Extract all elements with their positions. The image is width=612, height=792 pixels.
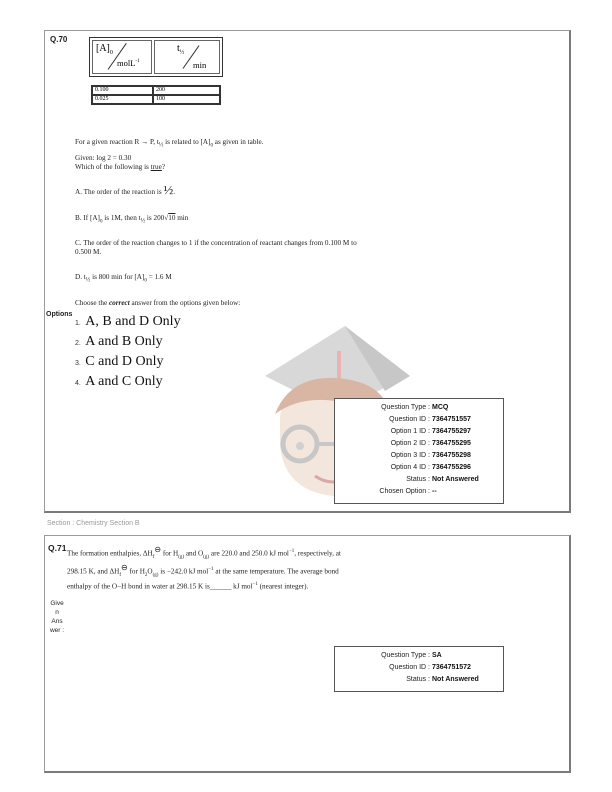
header-conc-unit-exp: -1 — [135, 59, 140, 65]
option-text: A and C Only — [85, 374, 163, 389]
option-2[interactable] — [75, 332, 163, 350]
header-time-unit: min — [193, 60, 207, 70]
info-row: Question Type : SA — [381, 652, 442, 659]
question-line-2: 298.15 K, and $\Delta H_f^⊖$ for $H_2O_{(g)}$ is −242.0 kJ mol$^{-1}$ at the same temperature. The average bond — [67, 563, 339, 578]
option-text: A and B Only — [85, 334, 163, 349]
info-row: Option 2 ID : 7364755295 — [390, 440, 471, 447]
option-4[interactable] — [75, 372, 163, 390]
header-cell-concentration — [92, 40, 152, 74]
question-line-3: enthalpy of the O−H bond in water at 298.15 K is______ kJ mol$^{-1}$ (nearest integer). — [67, 582, 309, 591]
table-cell-time: 100 — [153, 95, 220, 104]
info-row: Option 3 ID : 7364755298 — [390, 452, 471, 459]
info-row: Question ID : 7364751572 — [389, 664, 471, 671]
question-line-1: The formation enthalpies, $\Delta H_f^⊖$ for $H_{(g)}$ and $O_{(g)}$ are 220.0 and 250.0 kJ mol$^{-1}$, respectively, at — [67, 545, 341, 560]
table-cell-conc: 0.100 — [92, 86, 153, 95]
question-intro: For a given reaction R → P, $t_{\frac{1}{2}}$ is related to $[A]_0$ as given in table. — [75, 138, 264, 149]
info-row: Question Type : MCQ — [381, 404, 449, 411]
info-row: Option 1 ID : 7364755297 — [390, 428, 471, 435]
option-3[interactable] — [75, 352, 163, 370]
question-number: Q.71 — [48, 543, 67, 553]
option-1[interactable] — [75, 312, 181, 330]
question-info-panel — [334, 398, 504, 504]
statement-c: C. The order of the reaction changes to 1 if the concentration of reactant changes from 0.100 M to 0.500 M. — [75, 239, 357, 256]
section-label: Section : Chemistry Section B — [47, 520, 140, 527]
option-number: 4. — [75, 380, 81, 387]
header-conc-label: [A] — [96, 43, 110, 54]
question-70-card — [44, 30, 571, 513]
question-info-panel — [334, 646, 504, 692]
given-answer-label: Give n Ans wer : — [49, 600, 65, 634]
choose-instruction: Choose the correct answer from the options given below: — [75, 299, 241, 307]
question-number: Q.70 — [50, 35, 68, 44]
rate-data-table — [91, 85, 221, 105]
table-row — [92, 95, 220, 104]
question-given: Given: log 2 = 0.30 — [75, 154, 132, 162]
header-conc-sub: 0 — [109, 50, 113, 56]
table-cell-time: 200 — [153, 86, 220, 95]
options-label: Options — [46, 311, 73, 318]
info-row: Status : Not Answered — [406, 476, 479, 483]
answer-blank: ______ — [209, 582, 232, 591]
statement-a: A. The order of the reaction is ½. — [75, 182, 176, 197]
statement-b: B. If $[A]_0$ is 1M, then $t_{\frac{1}{2}}$ is 200√10 min — [75, 214, 189, 225]
option-number: 2. — [75, 340, 81, 347]
header-conc-unit: molL — [117, 58, 136, 68]
info-row: Question ID : 7364751557 — [389, 416, 471, 423]
header-time-sub: ½ — [179, 50, 185, 56]
info-row: Chosen Option : -- — [379, 488, 437, 495]
info-row: Option 4 ID : 7364755296 — [390, 464, 471, 471]
question-prompt: Which of the following is true? — [75, 163, 166, 171]
table-row — [92, 86, 220, 95]
header-cell-halflife — [154, 40, 220, 74]
question-71-card — [44, 535, 571, 773]
table-cell-conc: 0.025 — [92, 95, 153, 104]
rate-table-header — [89, 37, 223, 77]
statement-d: D. $t_{\frac{1}{2}}$ is 800 min for $[A]_0 = 1.6$ M — [75, 273, 172, 284]
option-text: C and D Only — [85, 354, 164, 369]
option-number: 1. — [75, 320, 81, 327]
option-number: 3. — [75, 360, 81, 367]
header-time-label: t — [177, 43, 180, 54]
option-text: A, B and D Only — [85, 314, 181, 329]
info-row: Status : Not Answered — [406, 676, 479, 683]
